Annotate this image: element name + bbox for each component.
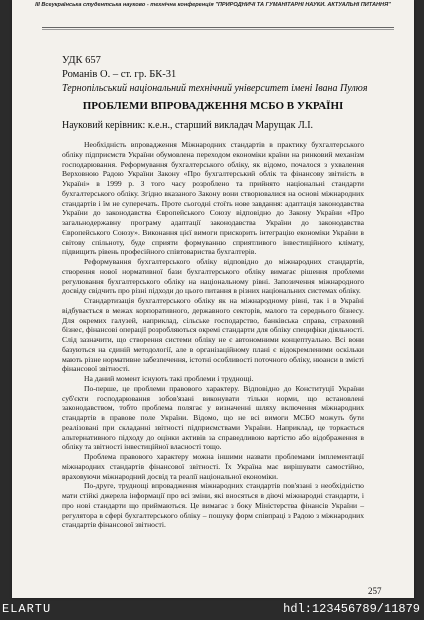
body-text [62,140,364,530]
repository-name: ELARTU [2,602,52,616]
header-rule [42,27,394,28]
paragraph: Проблема правового характеру можна іншими назвати проблемами імплементації міжнародних стандартів фінансової звітності. Їх Україна має вирішувати самостійно, враховуючи міжнародний досвід та реалії національної економіки. [62,452,364,481]
udk-code: УДК 657 [62,55,101,66]
document-page [12,0,414,598]
paragraph: По-перше, це проблеми правового характеру. Відповідно до Конституції України суб'єкти господарювання зобов'язані виконувати тільки норми, що встановлені законодавством, тобто проблема полягає у визначенні шляху включення міжнародних стандартів в правове поле України. Відомо, що не всі вимоги МСБО можуть бути реалізовані при складанні звітності підприємствами України. Наприклад, це торкається альтернативного підходу до оцінки активів за справедливою вартістю або відображення в обліку та звітності інвестиційної власності тощо. [62,383,364,452]
conference-header: III Всеукраїнська студентська науково - технічна конференція "ПРИРОДНИЧІ ТА ГУМАНІТАРНІ НАУКИ. АКТУАЛЬНІ ПИТАННЯ" [35,2,391,8]
paragraph: Необхідність впровадження Міжнародних стандартів в практику бухгалтерського обліку підприємств України обумовлена переходом економіки країни на ринковий механізм господарювання. Реформування бухгалтерського обліку, як відомо, почалося з ухвалення Верховною Радою України Закону «Про бухгалтерський облік та фінансову звітність в Україні» в 1999 р. З того часу розроблено та прийнято національні стандарти бухгалтерського обліку. Згідно вказаного Закону вони створювалися на основі міжнародних стандартів і їм не суперечать. Проте сьогодні стоїть нове завдання: адаптація законодавства України до законодавства Європейського Союзу відповідно до Закону України «Про загальнодержавну програму адаптації законодавства України до законодавства Європейського Союзу». Виконання цієї вимоги прискорить інтеграцію економіки України в світову спільноту, буде сприяти формуванню сприятливого інвестиційного клімату, підвищить рівень професійного співтовариства бухгалтерів. [62,140,364,257]
author: Романів О. – ст. гр. БК-31 [62,69,177,80]
paragraph: Реформування бухгалтерського обліку відповідно до міжнародних стандартів, створення нової нормативної бази бухгалтерського обліку вимагає рішення проблеми регулювання бухгалтерського обліку на національному рівні. Запозичення міжнародного досвіду свідчить про різні підходи до цього питання в різних національних системах обліку. [62,257,364,296]
paragraph: На даний момент існують такі проблеми і труднощі. [84,374,254,383]
handle-identifier: hdl:123456789/11879 [283,602,420,616]
affiliation: Тернопільський національний технічний університет імені Івана Пулюя [62,83,368,94]
paper-title: ПРОБЛЕМИ ВПРОВАДЖЕННЯ МСБО В УКРАЇНІ [82,100,344,112]
header-rule-secondary [42,29,394,30]
paragraph: Стандартизація бухгалтерського обліку як на міжнародному рівні, так і в Україні відбувається в межах корпоративного, державного секторів, малого та середнього бізнесу. Для окремих галузей, наприклад, сільське господарство, банківська справа, страховий бізнес, фінансові операції розробляються окремі стандарти для обліку специфіки діяльності. Слід зазначити, що створення системи обліку не є автономними концептуально. Всі вони базуються на єдиній методології, але в організаційному плані є відокремленими оскільки мають різне нормативне забезпечення, істотні особливості поточного обліку, нюанси в змісті фінансової звітності. [62,296,364,374]
page-number: 257 [368,586,382,596]
scientific-advisor: Науковий керівник: к.е.н., старший викладач Марущак Л.І. [62,120,314,131]
paragraph: По-друге, труднощі впровадження міжнародних стандартів пов'язані з необхідністю мати стійкі джерела інформації про всі зміни, які вносяться в діючі міжнародні стандарти, і про нові стандарти що приймаються. Це вимагає з боку Міністерства фінансів України – регулятора в сфері бухгалтерського обліку – пошуку форм співпраці з Радою з міжнародних стандартів фінансової звітності. [62,481,364,530]
